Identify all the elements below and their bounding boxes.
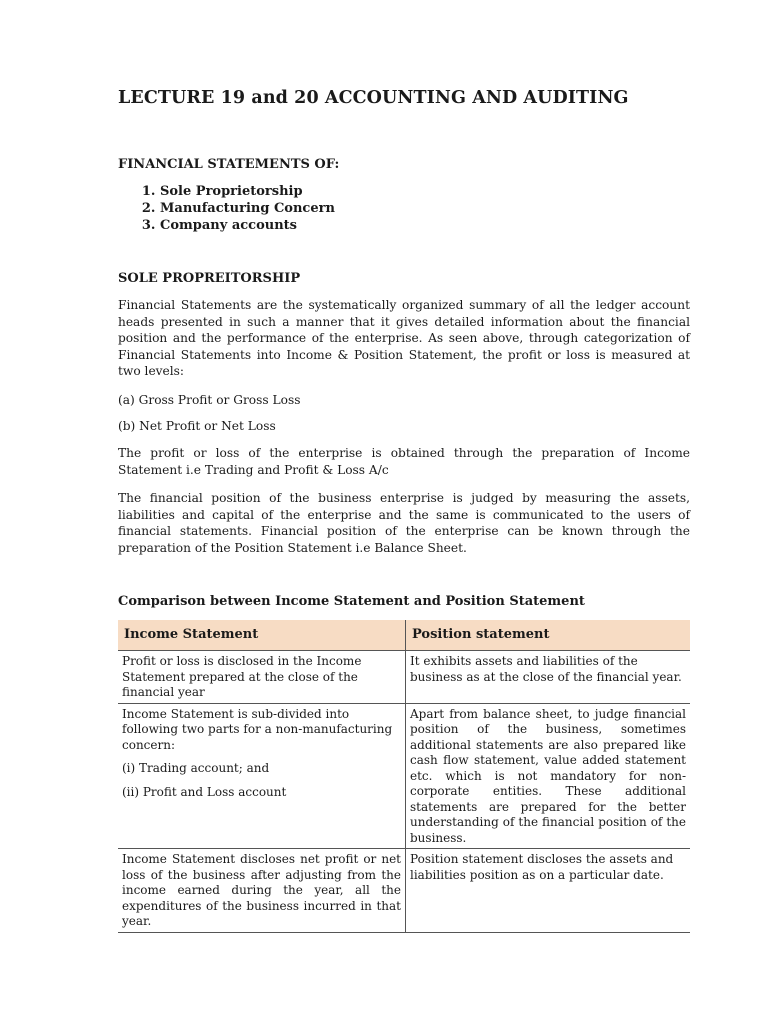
cell-text: Apart from balance sheet, to judge financial position of the business, sometimes additional statements are also prepared like cash flow statement, value added statement etc. which is not mandatory for non-corporate entities. These additional statements are prepared for the better understanding of the financial position of the business. [410,706,686,845]
list-item: 1. Sole Proprietorship [160,183,335,200]
cell-list-item: (i) Trading account; and [122,761,270,775]
comparison-table [118,620,690,933]
table-cell [406,651,691,704]
cell-text: Profit or loss is disclosed in the Income Statement prepared at the close of the financial year [122,654,362,699]
cell-list-item: (ii) Profit and Loss account [122,784,287,799]
table-cell [406,849,691,933]
net-profit-item: (b) Net Profit or Net Loss [118,419,276,433]
cell-text: Position statement discloses the assets and liabilities position as on a particular date. [410,852,674,882]
list-item: 3. Company accounts [160,217,335,234]
financial-position-paragraph: The financial position of the business enterprise is judged by measuring the assets, liabilities and capital of the enterprise and the same is communicated to the users of financial statements. Financial position of the enterprise can be known through the preparation of the Position Statement i.e Balance Sheet. [118,491,690,555]
table-header-row [118,620,690,651]
table-cell [118,703,406,849]
list-item: 2. Manufacturing Concern [160,200,335,217]
cell-text: Income Statement is sub-divided into following two parts for a non-manufacturing concern: [122,706,393,752]
table-cell [406,703,691,849]
sole-proprietorship-heading: SOLE PROPREITORSHIP [118,271,301,286]
table-cell [118,651,406,704]
cell-text: Income Statement discloses net profit or net loss of the business after adjusting from the income earned during the year, all the expenditures of the business incurred in that year. [122,852,401,928]
cell-text: It exhibits assets and liabilities of the business as at the close of the financial year. [410,654,682,684]
profit-loss-paragraph: The profit or loss of the enterprise is obtained through the preparation of Income Statement i.e Trading and Profit & Loss A/c [118,446,690,477]
table-row [118,849,690,933]
gross-profit-item: (a) Gross Profit or Gross Loss [118,393,301,407]
page-title: LECTURE 19 and 20 ACCOUNTING AND AUDITING [118,88,629,108]
intro-paragraph: Financial Statements are the systematically organized summary of all the ledger account heads presented in such a manner that it gives detailed information about the financial position and the performance of the enterprise. As seen above, through categorization of Financial Statements into Income & Position Statement, the profit or loss is measured at two levels: [118,298,690,379]
table-row [118,651,690,704]
position-statement-header: Position statement [406,620,691,651]
table-row [118,703,690,849]
income-statement-header: Income Statement [118,620,406,651]
table-cell [118,849,406,933]
comparison-heading: Comparison between Income Statement and Position Statement [118,594,585,609]
contents-list [118,183,335,234]
financial-statements-heading: FINANCIAL STATEMENTS OF: [118,157,340,172]
